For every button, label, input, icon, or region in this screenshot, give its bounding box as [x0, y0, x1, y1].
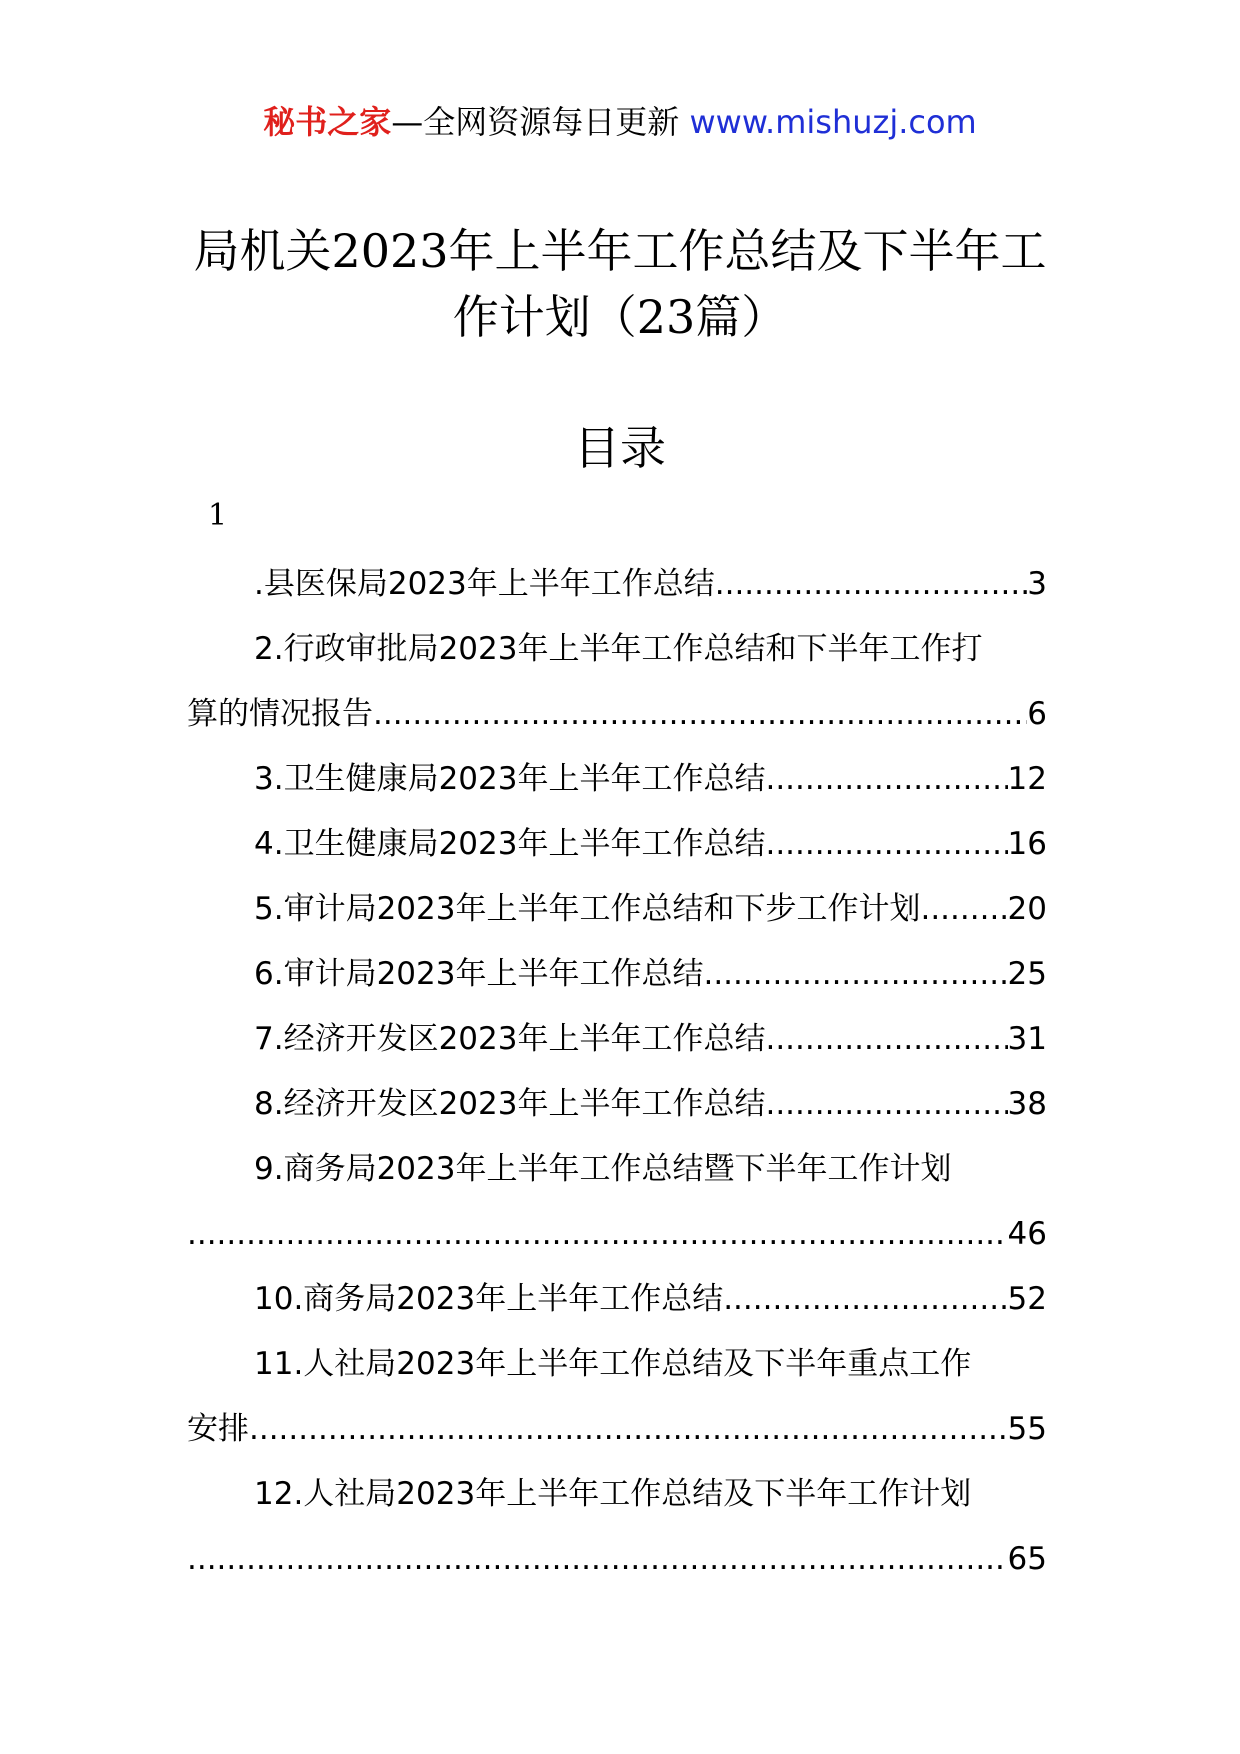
brand-name: 秘书之家: [263, 103, 392, 141]
toc-entry[interactable]: [187, 1332, 1047, 1462]
toc-entry-title: 11.人社局2023年上半年工作总结及下半年重点工作: [254, 1346, 972, 1382]
toc-page-number: 25: [1007, 956, 1047, 992]
toc-heading: 目录: [574, 421, 666, 475]
toc-leader-dots: [765, 747, 1007, 812]
toc-entry-title: 7.经济开发区2023年上半年工作总结: [254, 1021, 766, 1057]
toc-entry-title: .县医保局2023年上半年工作总结: [254, 566, 715, 602]
toc-entry-last-line: [187, 877, 1047, 942]
toc-entry-title: 3.卫生健康局2023年上半年工作总结: [254, 761, 766, 797]
toc-entry-line: [187, 1462, 1047, 1527]
toc-entry-last-line: [187, 747, 1047, 812]
toc-entry-last-line: [187, 1267, 1047, 1332]
toc-entry-last-line: [187, 1202, 1047, 1267]
toc-entry-last-line: [187, 1527, 1047, 1592]
toc-page-number: 46: [1007, 1216, 1047, 1252]
site-header: [0, 100, 1240, 144]
toc-page-number: 16: [1007, 826, 1047, 862]
toc-leader-dots: [920, 877, 1007, 942]
toc-leader-dots: [765, 812, 1007, 877]
toc-entry-title: 12.人社局2023年上半年工作总结及下半年工作计划: [254, 1476, 972, 1512]
toc-entry-last-line: [187, 1397, 1047, 1462]
site-url-link[interactable]: www.mishuzj.com: [689, 103, 977, 141]
toc-entry[interactable]: [187, 552, 1047, 617]
toc-entry-title: 5.审计局2023年上半年工作总结和下步工作计划: [254, 891, 921, 927]
toc-entry-line: [187, 1137, 1047, 1202]
toc-entry[interactable]: [187, 1007, 1047, 1072]
toc-entry[interactable]: [187, 1267, 1047, 1332]
toc-page-number: 6: [1027, 696, 1047, 732]
toc-leader-dots: [249, 1397, 1008, 1462]
toc-entry-last-line: [187, 1007, 1047, 1072]
toc-entry[interactable]: [187, 1137, 1047, 1267]
toc-entry[interactable]: [187, 617, 1047, 747]
toc-leader-dots: [765, 1072, 1007, 1137]
document-title-line-1: 局机关2023年上半年工作总结及下半年工: [193, 224, 1047, 278]
toc-page-number: 65: [1007, 1541, 1047, 1577]
toc-page-number: 55: [1007, 1411, 1047, 1447]
document-title-line-2: 作计划（23篇）: [452, 290, 788, 344]
toc-entry[interactable]: [187, 747, 1047, 812]
toc-leader-dots: [187, 1202, 1008, 1267]
toc-page-number: 52: [1007, 1281, 1047, 1317]
toc-leader-dots: [723, 1267, 1007, 1332]
toc-entry[interactable]: [187, 1072, 1047, 1137]
toc-leader-dots: [187, 1527, 1008, 1592]
toc-entry-line: [187, 617, 1047, 682]
document-title: [150, 218, 1090, 350]
toc-leader-dots: [715, 552, 1028, 617]
toc-entry-last-line: [187, 942, 1047, 1007]
toc-page-number: 31: [1007, 1021, 1047, 1057]
toc-leader-dots: [373, 682, 1027, 747]
toc-entry-last-line: [187, 1072, 1047, 1137]
toc-entry[interactable]: [187, 877, 1047, 942]
toc-entry-last-line: [187, 552, 1047, 617]
toc-page-number: 12: [1007, 761, 1047, 797]
toc-entry-title: 10.商务局2023年上半年工作总结: [254, 1281, 724, 1317]
toc-entry-line: [187, 1332, 1047, 1397]
toc-leader-dots: [703, 942, 1007, 1007]
toc-entry-title: 2.行政审批局2023年上半年工作总结和下半年工作打: [254, 631, 983, 667]
toc-entry[interactable]: [187, 942, 1047, 1007]
toc-entry-title: 8.经济开发区2023年上半年工作总结: [254, 1086, 766, 1122]
table-of-contents: [187, 552, 1047, 1592]
toc-entry-title: 算的情况报告: [187, 696, 373, 732]
toc-entry-title: 4.卫生健康局2023年上半年工作总结: [254, 826, 766, 862]
toc-lead-number: 1: [208, 498, 228, 533]
site-tagline: —全网资源每日更新: [391, 103, 680, 141]
toc-entry-title: 6.审计局2023年上半年工作总结: [254, 956, 704, 992]
toc-page-number: 38: [1007, 1086, 1047, 1122]
toc-entry-last-line: [187, 682, 1047, 747]
toc-entry[interactable]: [187, 812, 1047, 877]
toc-entry-last-line: [187, 812, 1047, 877]
toc-entry-title: 9.商务局2023年上半年工作总结暨下半年工作计划: [254, 1151, 952, 1187]
toc-entry-title: 安排: [187, 1411, 249, 1447]
toc-leader-dots: [765, 1007, 1007, 1072]
toc-page-number: 3: [1027, 566, 1047, 602]
toc-page-number: 20: [1007, 891, 1047, 927]
toc-entry[interactable]: [187, 1462, 1047, 1592]
